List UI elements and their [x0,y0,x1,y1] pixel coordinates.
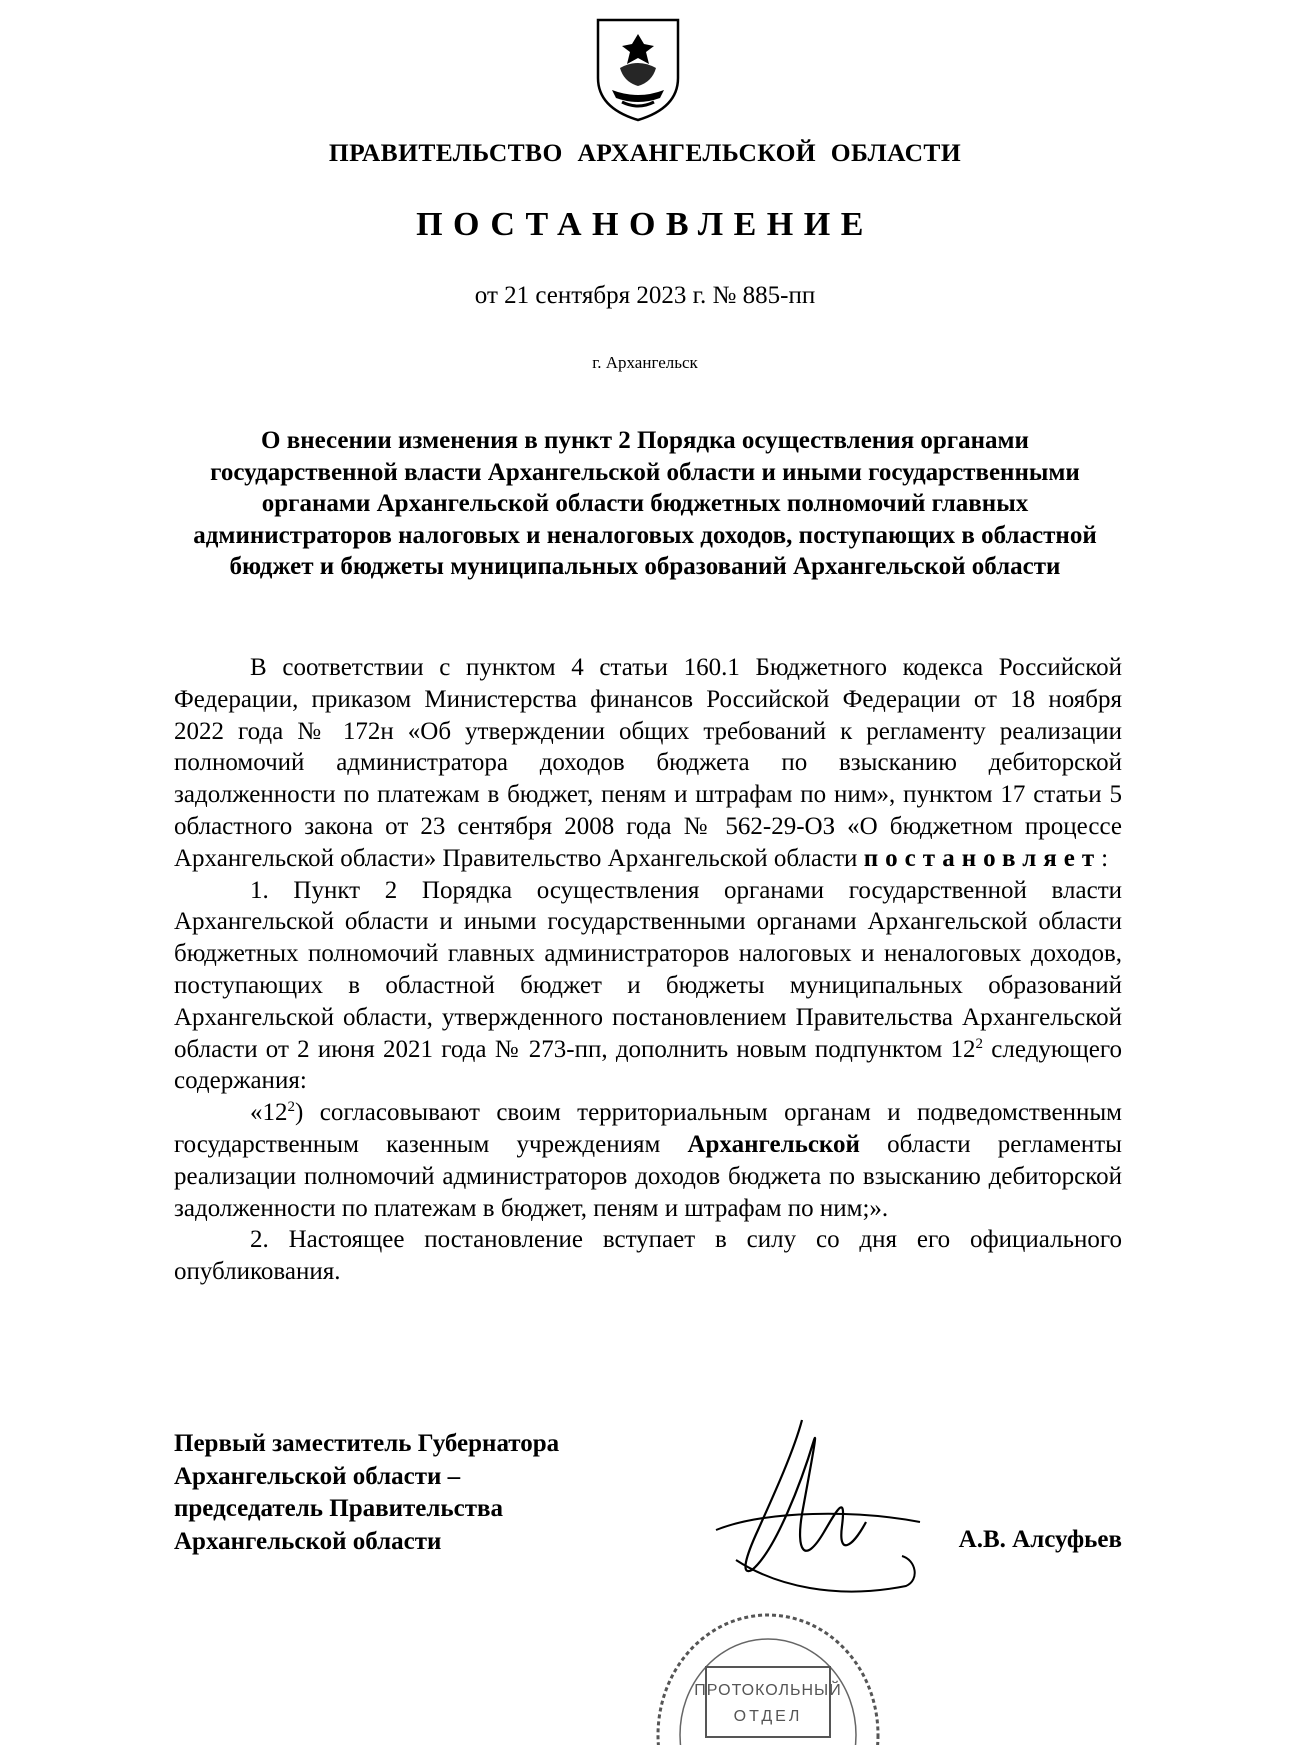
signatory-line: Архангельской области – [174,1462,461,1490]
clause-1-text: 1. Пункт 2 Порядка осуществления органами государственной власти Архангельской области и иными государственными органами Архангельской области бюджетных полномочий главных администраторов налоговых и неналоговых доходов, поступающих в областной бюджет и бюджеты муниципальных образований Архангельской области, утвержденного постановлением Правительства Архангельской области от 2 июня 2021 года № 273-пп, дополнить новым подпунктом 12 [174,876,1122,1063]
coat-of-arms-icon [592,16,684,124]
subclause-bold-word: Архангельской [687,1130,860,1158]
document-title: О внесении изменения в пункт 2 Порядка осуществления органами государственной власти Архангельской области и иными государственными органами Архангельской области бюджетных полномочий главных администраторов налоговых и неналоговых доходов, поступающих в областной бюджет и бюджеты муниципальных образований Архангельской области [193,427,1097,581]
round-stamp-icon [648,1585,888,1745]
signatory-line: Первый заместитель Губернатора [174,1430,560,1457]
stamp-text: ПРОТОКОЛЬНЫЙ [694,1682,842,1699]
clause-1-end: следующего содержания: [174,1035,1122,1095]
resolves-word: постановляет [863,844,1102,872]
preamble-end: : [1101,844,1109,872]
subclause-superscript: 2 [287,1099,295,1116]
document-date-number: от 21 сентября 2023 г. № 885-пп [474,282,816,309]
preamble-text: В соответствии с пунктом 4 статьи 160.1 Бюджетного кодекса Российской Федерации, приказом Министерства финансов Российской Федерации от 18 ноября 2022 года № 172н «Об утверждении общих требований к регламенту реализации полномочий администратора доходов бюджета по взысканию дебиторской задолженности по платежам в бюджет, пеням и штрафам по ним», пунктом 17 статьи 5 областного закона от 23 сентября 2008 года № 562-29-ОЗ «О бюджетном процессе Архангельской области» Правительство Архангельской области [174,654,1122,872]
subclause-start: «12 [250,1099,288,1127]
document-city: г. Архангельск [592,353,698,372]
clause-1-superscript: 2 [975,1035,984,1052]
signatory-line: Архангельской области [174,1527,442,1555]
clause-2-paragraph: 2. Настоящее постановление вступает в силу со дня его официального опубликования. [174,1226,1122,1286]
stamp-text: ОТДЕЛ [733,1708,803,1725]
subclause-paragraph [174,1097,1122,1224]
clause-1-paragraph [174,875,1122,1098]
document-type: ПОСТАНОВЛЕНИЕ [416,206,874,243]
signatory-name: А.В. Алсуфьев [958,1526,1122,1553]
signatory-line: председатель Правительства [174,1495,504,1522]
document-body [174,652,1122,1288]
subclause-text-a: ) согласовывают своим территориальным органам и подведомственным государственным казенным учреждениям [174,1099,1122,1158]
preamble-paragraph [174,652,1122,875]
subclause-text-b: области регламенты реализации полномочий администраторов доходов бюджета по взысканию дебиторской задолженности по платежам в бюджет, пеням и штрафам по ним;». [174,1130,1122,1222]
government-name: ПРАВИТЕЛЬСТВО АРХАНГЕЛЬСКОЙ ОБЛАСТИ [328,138,962,167]
signatory-position [174,1428,694,1558]
